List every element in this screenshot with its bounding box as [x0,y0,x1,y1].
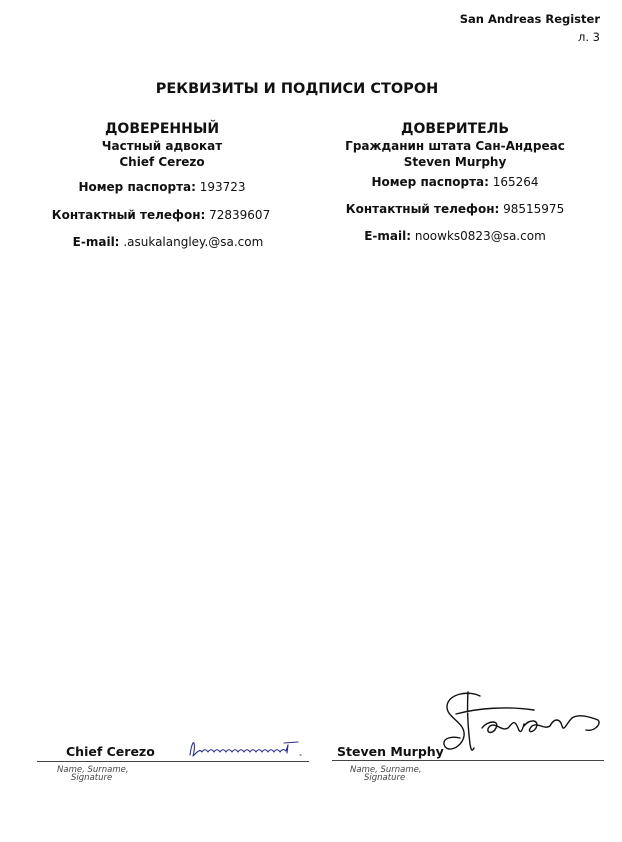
caption-line-1: Name, Surname, [350,765,422,775]
left-signature-caption [57,766,129,782]
right-signature-line [332,760,604,761]
right-signature-caption [350,766,422,782]
caption-line-2: Signature [71,773,113,783]
trustee-block [46,120,278,170]
principal-role: ДОВЕРИТЕЛЬ [401,121,509,137]
phone-label: Контактный телефон: [345,202,500,216]
caption-line-2: Signature [364,773,406,783]
passport-value: 165264 [492,175,539,189]
passport-label: Номер паспорта: [371,175,489,189]
email-value: .asukalangley.@sa.com [123,235,264,249]
principal-passport [330,175,580,189]
page-number: л. 3 [578,30,600,44]
email-label: E-mail: [364,229,412,243]
trustee-name: Chief Cerezo [119,155,205,169]
phone-label: Контактный телефон: [51,208,206,222]
passport-label: Номер паспорта: [78,180,196,194]
trustee-subtitle: Частный адвокат [101,139,223,153]
trustee-phone [36,208,286,222]
trustee-email [56,235,280,249]
phone-value: 98515975 [503,202,565,216]
principal-subtitle: Гражданин штата Сан-Андреас [345,139,565,153]
right-signatory-name: Steven Murphy [337,744,444,759]
left-signature-image [184,737,314,761]
email-value: noowks0823@sa.com [414,229,546,243]
register-name: San Andreas Register [459,12,600,26]
left-signature-line [37,761,309,762]
email-label: E-mail: [72,235,120,249]
principal-name: Steven Murphy [403,155,507,169]
principal-block [330,120,580,170]
phone-value: 72839607 [209,208,271,222]
principal-email [330,229,580,243]
passport-value: 193723 [199,180,246,194]
trustee-role: ДОВЕРЕННЫЙ [104,121,220,137]
caption-line-1: Name, Surname, [57,765,129,775]
left-signatory-name: Chief Cerezo [66,744,155,759]
trustee-passport [46,180,278,194]
document-title: РЕКВИЗИТЫ И ПОДПИСИ СТОРОН [155,81,439,97]
right-signature-image [438,688,608,758]
principal-phone [330,202,580,216]
